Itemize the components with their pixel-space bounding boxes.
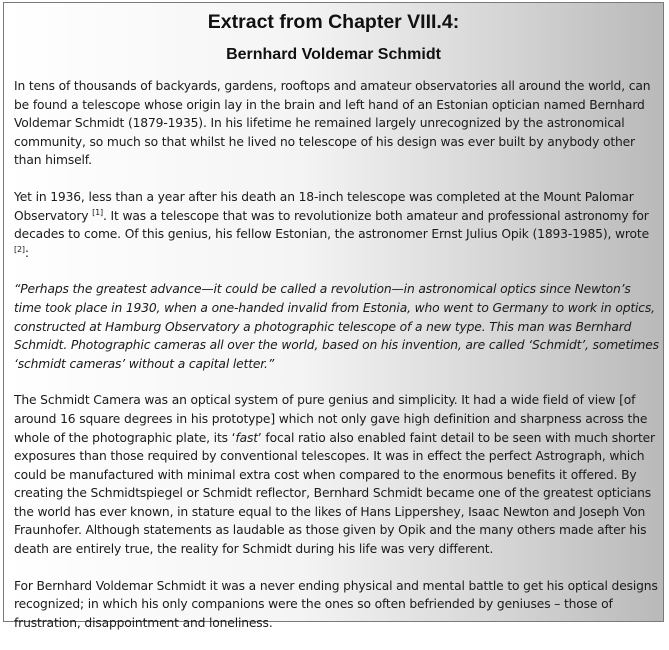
paragraph-palomar-text-2: . It was a telescope that was to revolutionize both amateur and professional astronomy for decades to come. Of this genius, his fellow Estonian, the astronomer Ernst Julius Opik (1893-1985), wrote [14,208,650,242]
document-body [14,77,660,650]
paragraph-schmidt-camera-text-2: ’ focal ratio also enabled faint detail to be seen with much shorter exposures than those required by conventional telescopes. It was in effect the perfect Astrograph, which could be manufactured with minimal extra cost when compared to the enormous benefits it offered. By creating the Schmidtspiegel or Schmidt reflector, Bernhard Schmidt became one of the greatest opticians the world has ever known, in stature equal to the likes of Hans Lippershey, Isaac Newton and Joseph Von Fraunhofer. Although statements as laudable as those given by Opik and the many others made after his death are entirely true, the reality for Schmidt during his life was very different. [14,430,655,557]
document-frame [3,2,664,630]
paragraph-intro [14,77,660,170]
document-subtitle: Bernhard Voldemar Schmidt [226,46,441,63]
paragraph-schmidt-camera-text-1: The Schmidt Camera was an optical system of pure genius and simplicity. It had a wide field of view [of around 16 square degrees in his prototype] which not only gave high definition and sharpness across the whole of the photographic plate, its ‘ [14,393,648,445]
footnote-ref-2: [2] [14,244,25,254]
opik-quote-text: “Perhaps the greatest advance—it could be called a revolution—in astronomical optics since Newton’s time took place in 1930, when a one-handed invalid from Estonia, who went to Germany to work in optics, constructed at Hamburg Observatory a photographic telescope of a new type. This man was Bernhard Schmidt. Photographic cameras all over the world, based on his invention, are called ‘Schmidt’, sometimes ‘schmidt cameras’ without a capital letter.” [14,282,659,371]
paragraph-palomar [14,188,660,262]
paragraph-palomar-text-3: : [24,245,29,260]
opik-quote [14,280,660,373]
paragraph-closing [14,577,660,633]
paragraph-intro-text: In tens of thousands of backyards, gardens, rooftops and amateur observatories all around the world, can be found a telescope whose origin lay in the brain and left hand of an Estonian optician named Bernhard Voldemar Schmidt (1879-1935). In his lifetime he remained largely unrecognized by the astronomical community, so much so that whilst he lived no telescope of his design was ever built by anybody other than himself. [14,79,651,168]
paragraph-palomar-text-1: Yet in 1936, less than a year after his death an 18-inch telescope was completed at the Mount Palomar Observatory [14,189,634,223]
document-title: Extract from Chapter VIII.4: [207,11,460,33]
paragraph-closing-text: For Bernhard Voldemar Schmidt it was a never ending physical and mental battle to get his optical designs recognized; in which his only companions were the ones so often befriended by geniuses – those of frustration, disappointment and loneliness. [14,578,658,630]
paragraph-schmidt-camera [14,391,660,558]
footnote-ref-1: [1] [92,207,104,217]
emphasis-fast: fast [235,430,258,445]
